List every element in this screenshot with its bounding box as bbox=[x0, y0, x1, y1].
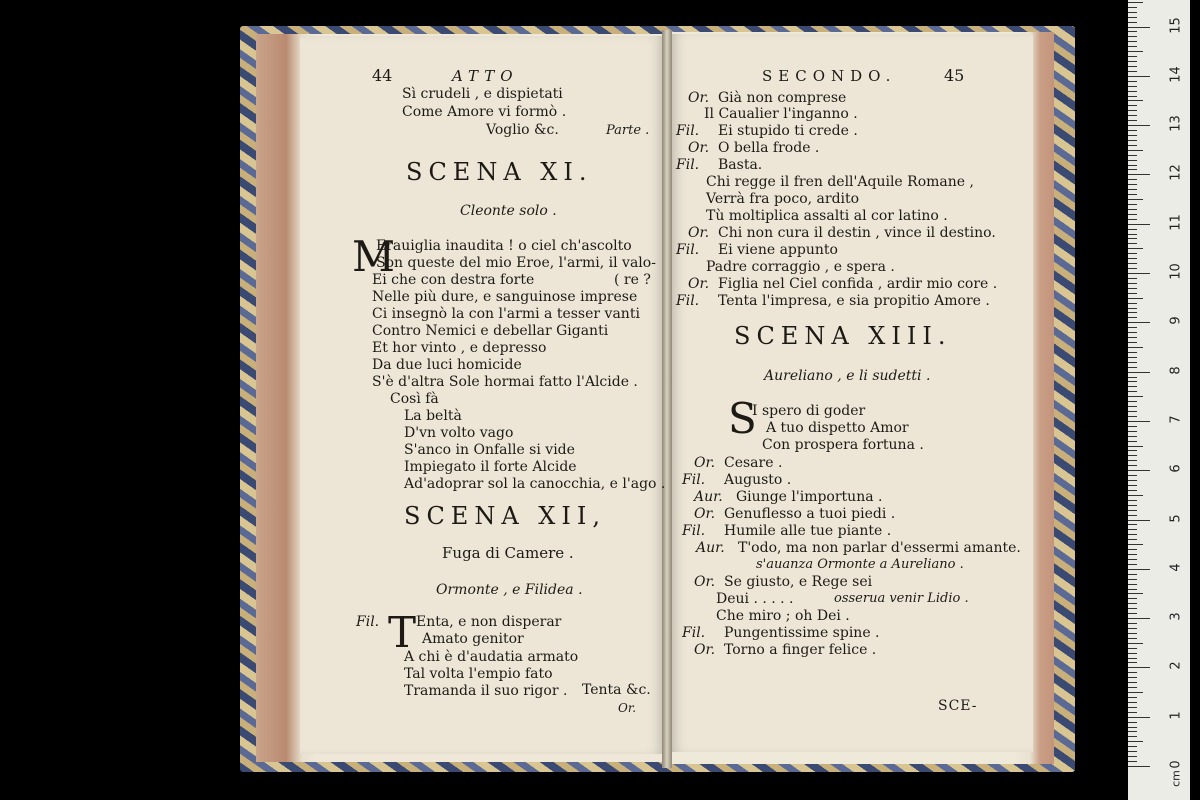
ruler-tick bbox=[1128, 603, 1137, 604]
text-line: Tenta l'impresa, e sia propitio Amore . bbox=[718, 293, 990, 309]
ruler-tick bbox=[1128, 544, 1143, 545]
ruler-tick bbox=[1128, 105, 1137, 106]
text-line: Augusto . bbox=[724, 472, 792, 488]
ruler-tick bbox=[1128, 160, 1137, 161]
ruler-tick bbox=[1128, 76, 1150, 77]
ruler-tick bbox=[1128, 564, 1137, 565]
ruler-tick bbox=[1128, 411, 1137, 412]
text-line: Torno a finger felice . bbox=[724, 642, 877, 658]
ruler-label: 12 bbox=[1168, 164, 1184, 182]
ruler-tick bbox=[1128, 312, 1137, 313]
ruler-tick bbox=[1128, 510, 1137, 511]
ruler-label: 14 bbox=[1168, 66, 1184, 83]
ruler-tick bbox=[1128, 589, 1137, 590]
ruler-tick bbox=[1128, 224, 1150, 225]
ruler-tick bbox=[1128, 145, 1137, 146]
book-gutter bbox=[662, 30, 672, 768]
text-line: D'vn volto vago bbox=[404, 425, 514, 441]
ruler-tick bbox=[1128, 308, 1137, 309]
text-line: Padre corraggio , e spera . bbox=[706, 259, 895, 275]
ruler-tick bbox=[1128, 337, 1137, 338]
ruler-tick bbox=[1128, 515, 1137, 516]
ruler-tick bbox=[1128, 485, 1137, 486]
text-line: Da due luci homicide bbox=[372, 357, 522, 373]
ruler-tick bbox=[1128, 288, 1137, 289]
ruler-tick bbox=[1128, 648, 1137, 649]
ruler-tick bbox=[1128, 416, 1137, 417]
ruler-tick bbox=[1128, 352, 1137, 353]
text-line: Erauiglia inaudita ! o ciel ch'ascolto bbox=[376, 238, 632, 254]
text-line: T'odo, ma non parlar d'essermi amante. bbox=[738, 540, 1021, 556]
text-line: La beltà bbox=[404, 408, 462, 424]
ruler-label: 1 bbox=[1168, 711, 1184, 720]
speaker-label: Or. bbox=[694, 506, 716, 522]
text-line: Ei viene appunto bbox=[718, 242, 838, 258]
speaker-label: Or. bbox=[688, 225, 710, 241]
ruler-label: 13 bbox=[1168, 115, 1184, 132]
stage-direction: s'auanza Ormonte a Aureliano . bbox=[756, 557, 964, 572]
ruler-tick bbox=[1128, 751, 1137, 752]
ruler-tick bbox=[1128, 672, 1137, 673]
ruler-tick bbox=[1128, 682, 1137, 683]
ruler-tick bbox=[1128, 658, 1137, 659]
text-line: Tù moltiplica assalti al cor latino . bbox=[706, 208, 948, 224]
text-line: Ad'adoprar sol la canocchia, e l'ago . bbox=[404, 476, 666, 492]
text-line: Giunge l'importuna . bbox=[736, 489, 883, 505]
text-line: Verrà fra poco, ardito bbox=[706, 191, 860, 207]
text-line: Pungentissime spine . bbox=[724, 625, 880, 641]
scene-characters: Ormonte , e Filidea . bbox=[436, 582, 583, 598]
text-line: Che miro ; oh Dei . bbox=[716, 608, 850, 624]
ruler-tick bbox=[1128, 746, 1137, 747]
text-line: Humile alle tue piante . bbox=[724, 523, 892, 539]
text-line: S'è d'altra Sole hormai fatto l'Alcide . bbox=[372, 374, 638, 390]
ruler-tick bbox=[1128, 505, 1137, 506]
text-line: Deui . . . . . bbox=[716, 591, 794, 607]
ruler-tick bbox=[1128, 184, 1137, 185]
speaker-label: Fil. bbox=[682, 625, 706, 641]
speaker-label: Fil. bbox=[676, 157, 700, 173]
ruler-tick bbox=[1128, 41, 1137, 42]
ruler-tick bbox=[1128, 391, 1137, 392]
drop-cap: S bbox=[728, 394, 757, 443]
ruler-tick bbox=[1128, 317, 1137, 318]
ruler-tick bbox=[1128, 707, 1137, 708]
speaker-label: Fil. bbox=[682, 472, 706, 488]
ruler-tick bbox=[1128, 46, 1137, 47]
speaker-label: Or. bbox=[688, 90, 710, 106]
stage-direction: Tenta &c. bbox=[582, 682, 651, 698]
scale-ruler bbox=[1128, 0, 1190, 800]
ruler-tick bbox=[1128, 608, 1137, 609]
ruler-tick bbox=[1128, 367, 1137, 368]
ruler-tick bbox=[1128, 480, 1137, 481]
text-line: Il Caualier l'inganno . bbox=[704, 106, 858, 122]
ruler-label: 8 bbox=[1168, 365, 1184, 375]
ruler-label: 4 bbox=[1168, 563, 1184, 572]
speaker-label: Or. bbox=[694, 455, 716, 471]
ruler-tick bbox=[1128, 662, 1137, 663]
ruler-tick bbox=[1128, 539, 1137, 540]
ruler-tick bbox=[1128, 130, 1137, 131]
text-line: A chi è d'audatia armato bbox=[404, 649, 579, 665]
ruler-tick bbox=[1128, 593, 1143, 594]
page-number: 44 bbox=[372, 66, 393, 85]
ruler-tick bbox=[1128, 125, 1150, 126]
text-line: Come Amore vi formò . bbox=[402, 104, 567, 120]
text-line: Tal volta l'empio fato bbox=[404, 666, 553, 682]
ruler-tick bbox=[1128, 81, 1137, 82]
ruler-tick bbox=[1128, 756, 1137, 757]
scene-characters: Cleonte solo . bbox=[460, 203, 557, 219]
ruler-tick bbox=[1128, 441, 1137, 442]
ruler-tick bbox=[1128, 17, 1137, 18]
running-head: SECONDO. bbox=[762, 67, 897, 85]
scene-characters: Aureliano , e li sudetti . bbox=[764, 368, 931, 384]
ruler-tick bbox=[1128, 569, 1150, 570]
ruler-label: 7 bbox=[1168, 415, 1184, 424]
catchword: Or. bbox=[618, 701, 637, 715]
text-line: I spero di goder bbox=[752, 403, 866, 419]
ruler-tick bbox=[1128, 199, 1143, 200]
ruler-tick bbox=[1128, 135, 1137, 136]
ruler-tick bbox=[1128, 692, 1143, 693]
ruler-tick bbox=[1128, 406, 1137, 407]
ruler-tick bbox=[1128, 209, 1137, 210]
ruler-tick bbox=[1128, 219, 1137, 220]
ruler-tick bbox=[1128, 100, 1143, 101]
text-line: Cesare . bbox=[724, 455, 783, 471]
page-number: 45 bbox=[944, 66, 965, 85]
line-continuation: ( re ? bbox=[614, 272, 651, 288]
ruler-tick bbox=[1128, 51, 1143, 52]
ruler-tick bbox=[1128, 66, 1137, 67]
text-line: Con prospera fortuna . bbox=[762, 437, 924, 453]
ruler-label: 9 bbox=[1168, 316, 1184, 325]
ruler-tick bbox=[1128, 386, 1137, 387]
text-line: Son queste del mio Eroe, l'armi, il valo- bbox=[376, 255, 656, 271]
text-line: O bella frode . bbox=[718, 140, 820, 156]
ruler-tick bbox=[1128, 396, 1143, 397]
ruler-tick bbox=[1128, 263, 1137, 264]
ruler-tick bbox=[1128, 229, 1137, 230]
ruler-tick bbox=[1128, 421, 1150, 422]
scene-title: SCENA XII, bbox=[404, 502, 606, 530]
ruler-tick bbox=[1128, 559, 1137, 560]
ruler-tick bbox=[1128, 243, 1137, 244]
ruler-tick bbox=[1128, 712, 1137, 713]
speaker-label: Or. bbox=[688, 276, 710, 292]
ruler-tick bbox=[1128, 357, 1137, 358]
ruler-tick bbox=[1128, 722, 1137, 723]
ruler-tick bbox=[1128, 460, 1137, 461]
ruler-tick bbox=[1128, 278, 1137, 279]
ruler-tick bbox=[1128, 717, 1150, 718]
ruler-tick bbox=[1128, 283, 1137, 284]
text-line: Ei che con destra forte bbox=[372, 272, 535, 288]
ruler-tick bbox=[1128, 455, 1137, 456]
ruler-tick bbox=[1128, 529, 1137, 530]
ruler-label: 2 bbox=[1168, 661, 1184, 671]
text-line: Se giusto, e Rege sei bbox=[724, 574, 873, 590]
ruler-tick bbox=[1128, 377, 1137, 378]
ruler-tick bbox=[1128, 155, 1137, 156]
ruler-label: 5 bbox=[1168, 513, 1184, 523]
ruler-tick bbox=[1128, 381, 1137, 382]
ruler-label: 11 bbox=[1168, 213, 1184, 231]
scene-setting: Fuga di Camere . bbox=[442, 544, 574, 562]
ruler-tick bbox=[1128, 628, 1137, 629]
ruler-tick bbox=[1128, 120, 1137, 121]
ruler-label: 6 bbox=[1168, 464, 1184, 473]
ruler-tick bbox=[1128, 667, 1150, 668]
ruler-tick bbox=[1128, 584, 1137, 585]
ruler-tick bbox=[1128, 500, 1137, 501]
ruler-tick bbox=[1128, 189, 1137, 190]
speaker-label: Fil. bbox=[676, 123, 700, 139]
ruler-tick bbox=[1128, 520, 1150, 521]
text-line: Basta. bbox=[718, 157, 763, 173]
ruler-tick bbox=[1128, 12, 1137, 13]
running-head: ATTO bbox=[452, 67, 519, 85]
text-line: Enta, e non disperar bbox=[416, 614, 562, 630]
scene-title: SCENA XI. bbox=[406, 158, 593, 186]
ruler-tick bbox=[1128, 214, 1137, 215]
ruler-tick bbox=[1128, 293, 1137, 294]
ruler-tick bbox=[1128, 450, 1137, 451]
ruler-tick bbox=[1128, 71, 1137, 72]
ruler-tick bbox=[1128, 741, 1143, 742]
ruler-tick bbox=[1128, 372, 1150, 373]
ruler-tick bbox=[1128, 327, 1137, 328]
ruler-tick bbox=[1128, 169, 1137, 170]
ruler-tick bbox=[1128, 56, 1137, 57]
ruler-tick bbox=[1128, 258, 1137, 259]
drop-cap: T bbox=[388, 608, 417, 657]
ruler-tick bbox=[1128, 490, 1137, 491]
ruler-tick bbox=[1128, 347, 1143, 348]
catchword: SCE- bbox=[938, 698, 978, 714]
ruler-tick bbox=[1128, 633, 1137, 634]
speaker-label: Fil. bbox=[682, 523, 706, 539]
ruler-tick bbox=[1128, 534, 1137, 535]
stage-direction: osserua venir Lidio . bbox=[834, 591, 969, 606]
text-line: Amato genitor bbox=[422, 631, 524, 647]
ruler-tick bbox=[1128, 342, 1137, 343]
text-line: Impiegato il forte Alcide bbox=[404, 459, 577, 475]
speaker-label: Fil. bbox=[356, 614, 380, 630]
ruler-tick bbox=[1128, 470, 1150, 471]
ruler-tick bbox=[1128, 322, 1150, 323]
ruler-tick bbox=[1128, 736, 1137, 737]
text-line: Già non comprese bbox=[718, 90, 847, 106]
text-line: A tuo dispetto Amor bbox=[766, 420, 909, 436]
ruler-tick bbox=[1128, 36, 1137, 37]
ruler-tick bbox=[1128, 475, 1137, 476]
text-line: Sì crudeli , e dispietati bbox=[402, 86, 563, 102]
text-line: Ei stupido ti crede . bbox=[718, 123, 858, 139]
ruler-tick bbox=[1128, 165, 1137, 166]
ruler-tick bbox=[1128, 268, 1137, 269]
ruler-label: 15 bbox=[1168, 16, 1184, 34]
text-line: Così fà bbox=[390, 391, 439, 407]
ruler-tick bbox=[1128, 273, 1150, 274]
text-line: S'anco in Onfalle si vide bbox=[404, 442, 575, 458]
ruler-tick bbox=[1128, 638, 1137, 639]
ruler-tick bbox=[1128, 495, 1143, 496]
ruler-tick bbox=[1128, 401, 1137, 402]
ruler-label: 0 bbox=[1168, 760, 1184, 769]
text-line: Chi regge il fren dell'Aquile Romane , bbox=[706, 174, 974, 190]
text-line: Et hor vinto , e depresso bbox=[372, 340, 547, 356]
ruler-tick bbox=[1128, 298, 1143, 299]
ruler-tick bbox=[1128, 431, 1137, 432]
ruler-tick bbox=[1128, 653, 1137, 654]
ruler-tick bbox=[1128, 150, 1143, 151]
stage-direction: Parte . bbox=[606, 123, 650, 138]
ruler-tick bbox=[1128, 22, 1137, 23]
scene-title: SCENA XIII. bbox=[734, 322, 952, 350]
ruler-tick bbox=[1128, 248, 1143, 249]
ruler-tick bbox=[1128, 426, 1137, 427]
ruler-tick bbox=[1128, 174, 1150, 175]
text-line: Figlia nel Ciel confida , ardir mio core . bbox=[718, 276, 998, 292]
text-line: Genuflesso a tuoi piedi . bbox=[724, 506, 896, 522]
ruler-tick bbox=[1128, 598, 1137, 599]
ruler-tick bbox=[1128, 446, 1143, 447]
ruler-tick bbox=[1128, 179, 1137, 180]
ruler-unit: cm bbox=[1169, 770, 1183, 787]
ruler-tick bbox=[1128, 91, 1137, 92]
speaker-label: Or. bbox=[688, 140, 710, 156]
ruler-tick bbox=[1128, 96, 1137, 97]
speaker-label: Fil. bbox=[676, 242, 700, 258]
ruler-tick bbox=[1128, 436, 1137, 437]
ruler-tick bbox=[1128, 574, 1137, 575]
drop-cap: M bbox=[352, 232, 396, 281]
ruler-tick bbox=[1128, 362, 1137, 363]
ruler-label: 10 bbox=[1168, 263, 1184, 280]
ruler-tick bbox=[1128, 554, 1137, 555]
speaker-label: Or. bbox=[694, 642, 716, 658]
ruler-label: 3 bbox=[1168, 612, 1184, 621]
ruler-tick bbox=[1128, 613, 1137, 614]
ruler-tick bbox=[1128, 549, 1137, 550]
ruler-tick bbox=[1128, 697, 1137, 698]
text-line: Contro Nemici e debellar Giganti bbox=[372, 323, 609, 339]
ruler-tick bbox=[1128, 27, 1150, 28]
ruler-tick bbox=[1128, 2, 1143, 3]
ruler-tick bbox=[1128, 115, 1137, 116]
ruler-tick bbox=[1128, 623, 1137, 624]
ruler-tick bbox=[1128, 643, 1143, 644]
ruler-tick bbox=[1128, 194, 1137, 195]
speaker-label: Aur. bbox=[694, 489, 723, 505]
ruler-tick bbox=[1128, 579, 1137, 580]
speaker-label: Aur. bbox=[696, 540, 725, 556]
ruler-tick bbox=[1128, 253, 1137, 254]
ruler-tick bbox=[1128, 731, 1137, 732]
ruler-tick bbox=[1128, 238, 1137, 239]
ruler-tick bbox=[1128, 140, 1137, 141]
text-line: Voglio &c. bbox=[486, 122, 559, 138]
ruler-tick bbox=[1128, 766, 1150, 767]
text-line: Tramanda il suo rigor . bbox=[404, 683, 568, 699]
speaker-label: Or. bbox=[694, 574, 716, 590]
ruler-tick bbox=[1128, 702, 1137, 703]
ruler-tick bbox=[1128, 7, 1137, 8]
ruler-tick bbox=[1128, 31, 1137, 32]
ruler-tick bbox=[1128, 303, 1137, 304]
ruler-tick bbox=[1128, 61, 1137, 62]
ruler-tick bbox=[1128, 234, 1137, 235]
ruler-tick bbox=[1128, 465, 1137, 466]
ruler-tick bbox=[1128, 677, 1137, 678]
ruler-tick bbox=[1128, 524, 1137, 525]
ruler-tick bbox=[1128, 727, 1137, 728]
ruler-tick bbox=[1128, 110, 1137, 111]
text-line: Nelle più dure, e sanguinose imprese bbox=[372, 289, 638, 305]
ruler-tick bbox=[1128, 687, 1137, 688]
ruler-tick bbox=[1128, 86, 1137, 87]
ruler-tick bbox=[1128, 332, 1137, 333]
text-line: Ci insegnò la con l'armi a tesser vanti bbox=[372, 306, 640, 322]
ruler-tick bbox=[1128, 761, 1137, 762]
text-line: Chi non cura il destin , vince il destino. bbox=[718, 225, 996, 241]
ruler-tick bbox=[1128, 618, 1150, 619]
speaker-label: Fil. bbox=[676, 293, 700, 309]
ruler-tick bbox=[1128, 204, 1137, 205]
